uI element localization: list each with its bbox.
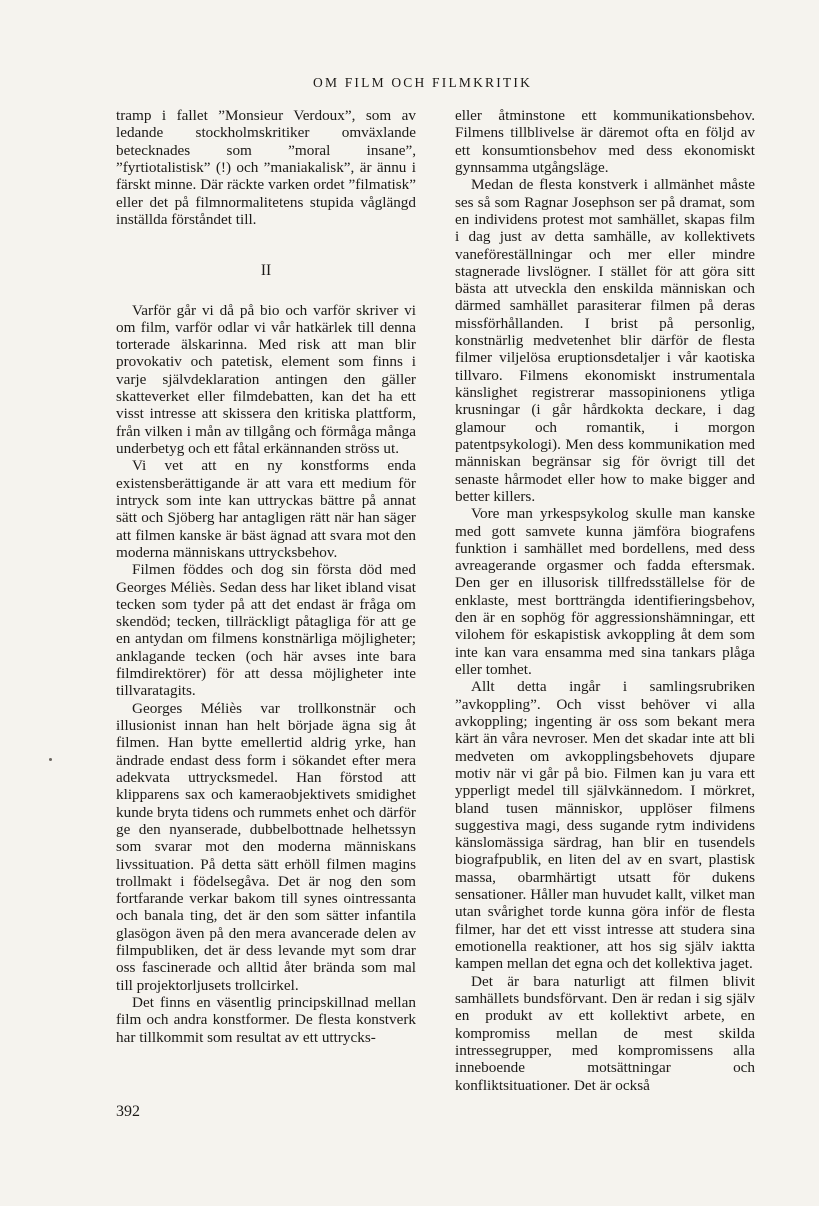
right-paragraph: Medan de flesta konstverk i allmänhet måste ses så som Ragnar Josephson ser på dramat, som en individens protest mot samhället, skapas film i dag just av detta samhälle, av kollektivets vaneföreställningar och mer eller mindre stagnerade livslögner. I stället för att göra sitt bästa att utveckla den enskilda människan och därmed samhället parasiterar filmen på deras missförhållanden. I brist på personlig, konstnärlig medvetenhet blir därför de flesta filmer viljelösa eruptionsdetaljer i vår kaotiska tillvaro. Filmens ekonomiskt instrumentala känslighet registrerar massopinionens ytliga krusningar (i går hårdkokta deckare, i dag glamour och romantik, i morgon patentpsykologi). Men dess kommunikation med människan begränsar sig för övrigt till det senaste hårmodet eller how to make bigger and better killers. xyxy=(455,176,755,505)
left-paragraph: Filmen föddes och dog sin första död med Georges Méliès. Sedan dess har liket ibland visat tecken som tyder på att det endast är fråga om skendöd; tecken, tillräckligt påtagliga för att ge en antydan om filmens konstnärliga möjligheter; anklagande tecken (och här avses inte bara filmdirektörer) för att dessa möjligheter inte tillvaratagits. xyxy=(116,561,416,700)
right-paragraph: Vore man yrkespsykolog skulle man kanske med gott samvete kunna jämföra biografens funktion i samhället med bordellens, med dess avreagerande orgasmer och fadda eftersmak. Den ger en illusorisk tillfredsställelse för de enklaste, mest bortträngda identifieringsbehov, den är en sophög för aggressionshämningar, ett vilohem för eskapistisk avkoppling åt dem som inte kan vara ensamma med sina tankars plåga eller tomhet. xyxy=(455,505,755,678)
left-column xyxy=(116,107,416,1046)
right-paragraph: Allt detta ingår i samlingsrubriken ”avkoppling”. Och visst behöver vi alla avkoppling; ingenting är oss som bekant mera kärt än våra nevroser. Men det skadar inte att bli medveten om avkopplingsbehovets djupare motiv när vi går på bio. Filmen kan ju vara ett ypperligt medel till självkännedom. I mörkret, bland tusen människor, upplöser filmens suggestiva magi, dess sugande rytm individens känslomässiga särdrag, han blir en tusendels biografpublik, en liten del av en svart, plastisk massa, obarmhärtigt utsatt för dukens sensationer. Håller man huvudet kallt, vilket man utan svårighet torde kunna göra inför de flesta filmer, har det ett visst intresse att studera sina emotionella reaktioner, att hos sig själv iaktta kampen mellan det egna och det kollektiva jaget. xyxy=(455,678,755,973)
left-paragraph: Det finns en väsentlig principskillnad mellan film och andra konstformer. De flesta konstverk har tillkommit som resultat av ett uttrycks- xyxy=(116,994,416,1046)
page-number: 392 xyxy=(116,1103,140,1120)
running-head: OM FILM OCH FILMKRITIK xyxy=(313,75,533,90)
paper-speck xyxy=(49,758,52,761)
left-opening-paragraph: tramp i fallet ”Monsieur Verdoux”, som av ledande stockholmskritiker omväxlande betecknades som ”moral insane”, ”fyrtiotalistisk” (!) och ”maniakalisk”, är ännu i färskt minne. Där räckte varken ordet ”filmatisk” eller det på filmnormalitetens stupida våglängd inställda förståndet till. xyxy=(116,107,416,228)
right-opening-paragraph: eller åtminstone ett kommunikationsbehov. Filmens tillblivelse är däremot ofta en följd av ett konsumtionsbehov med dess ekonomiskt gynnsamma utgångsläge. xyxy=(455,107,755,176)
right-paragraph: Det är bara naturligt att filmen blivit samhällets bundsförvant. Den är redan i sig själv en produkt av ett kollektivt arbete, en kompromiss mellan de mest skilda intressegrupper, med kompromissens alla inneboende motsättningar och konfliktsituationer. Det är också xyxy=(455,972,755,1094)
right-column xyxy=(455,107,755,1094)
left-paragraph: Varför går vi då på bio och varför skriver vi om film, varför odlar vi vår hatkärlek till denna torterade älskarinna. Med risk att man blir provokativ och patetisk, element som finns i varje självdeklaration antingen den gäller skatteverket eller filmdebatten, kan det ha ett visst intresse att skissera den kritiska plattform, från vilken i mån av tillgång och förmåga många underbetyg och ett fåtal erkännanden ströss ut. xyxy=(116,301,416,457)
section-heading: II xyxy=(260,262,272,280)
left-paragraph: Georges Méliès var trollkonstnär och illusionist innan han helt började ägna sig åt filmen. Han bytte emellertid aldrig yrke, han ändrade endast dess form i sökandet efter mera adekvata uttrycksmedel. Han förstod att klipparens sax och kameraobjektivets smidighet kunde bryta tidens och rummets enhet och därför ge den nyanserade, dubbelbottnade helhetssyn som svarar mot den moderna människans livssituation. På detta sätt erhöll filmen magins trollmakt i födelsegåva. Det är nog den som fortfarande verkar bakom till synes ointressanta och banala ting, det är den som sätter infantila glasögon även på den mera avancerade delen av filmpubliken, det är dess levande myt som drar oss fascinerade och alltid åter brända som mal till projektorljusets trollcirkel. xyxy=(116,699,416,994)
left-paragraph: Vi vet att en ny konstforms enda existensberättigande är att vara ett medium för intryck som inte kan uttryckas bättre på annat sätt och Sjöberg har antagligen rätt när han säger att filmen kanske är bäst ägnad att svara mot den moderna människans uttrycksbehov. xyxy=(116,457,416,561)
